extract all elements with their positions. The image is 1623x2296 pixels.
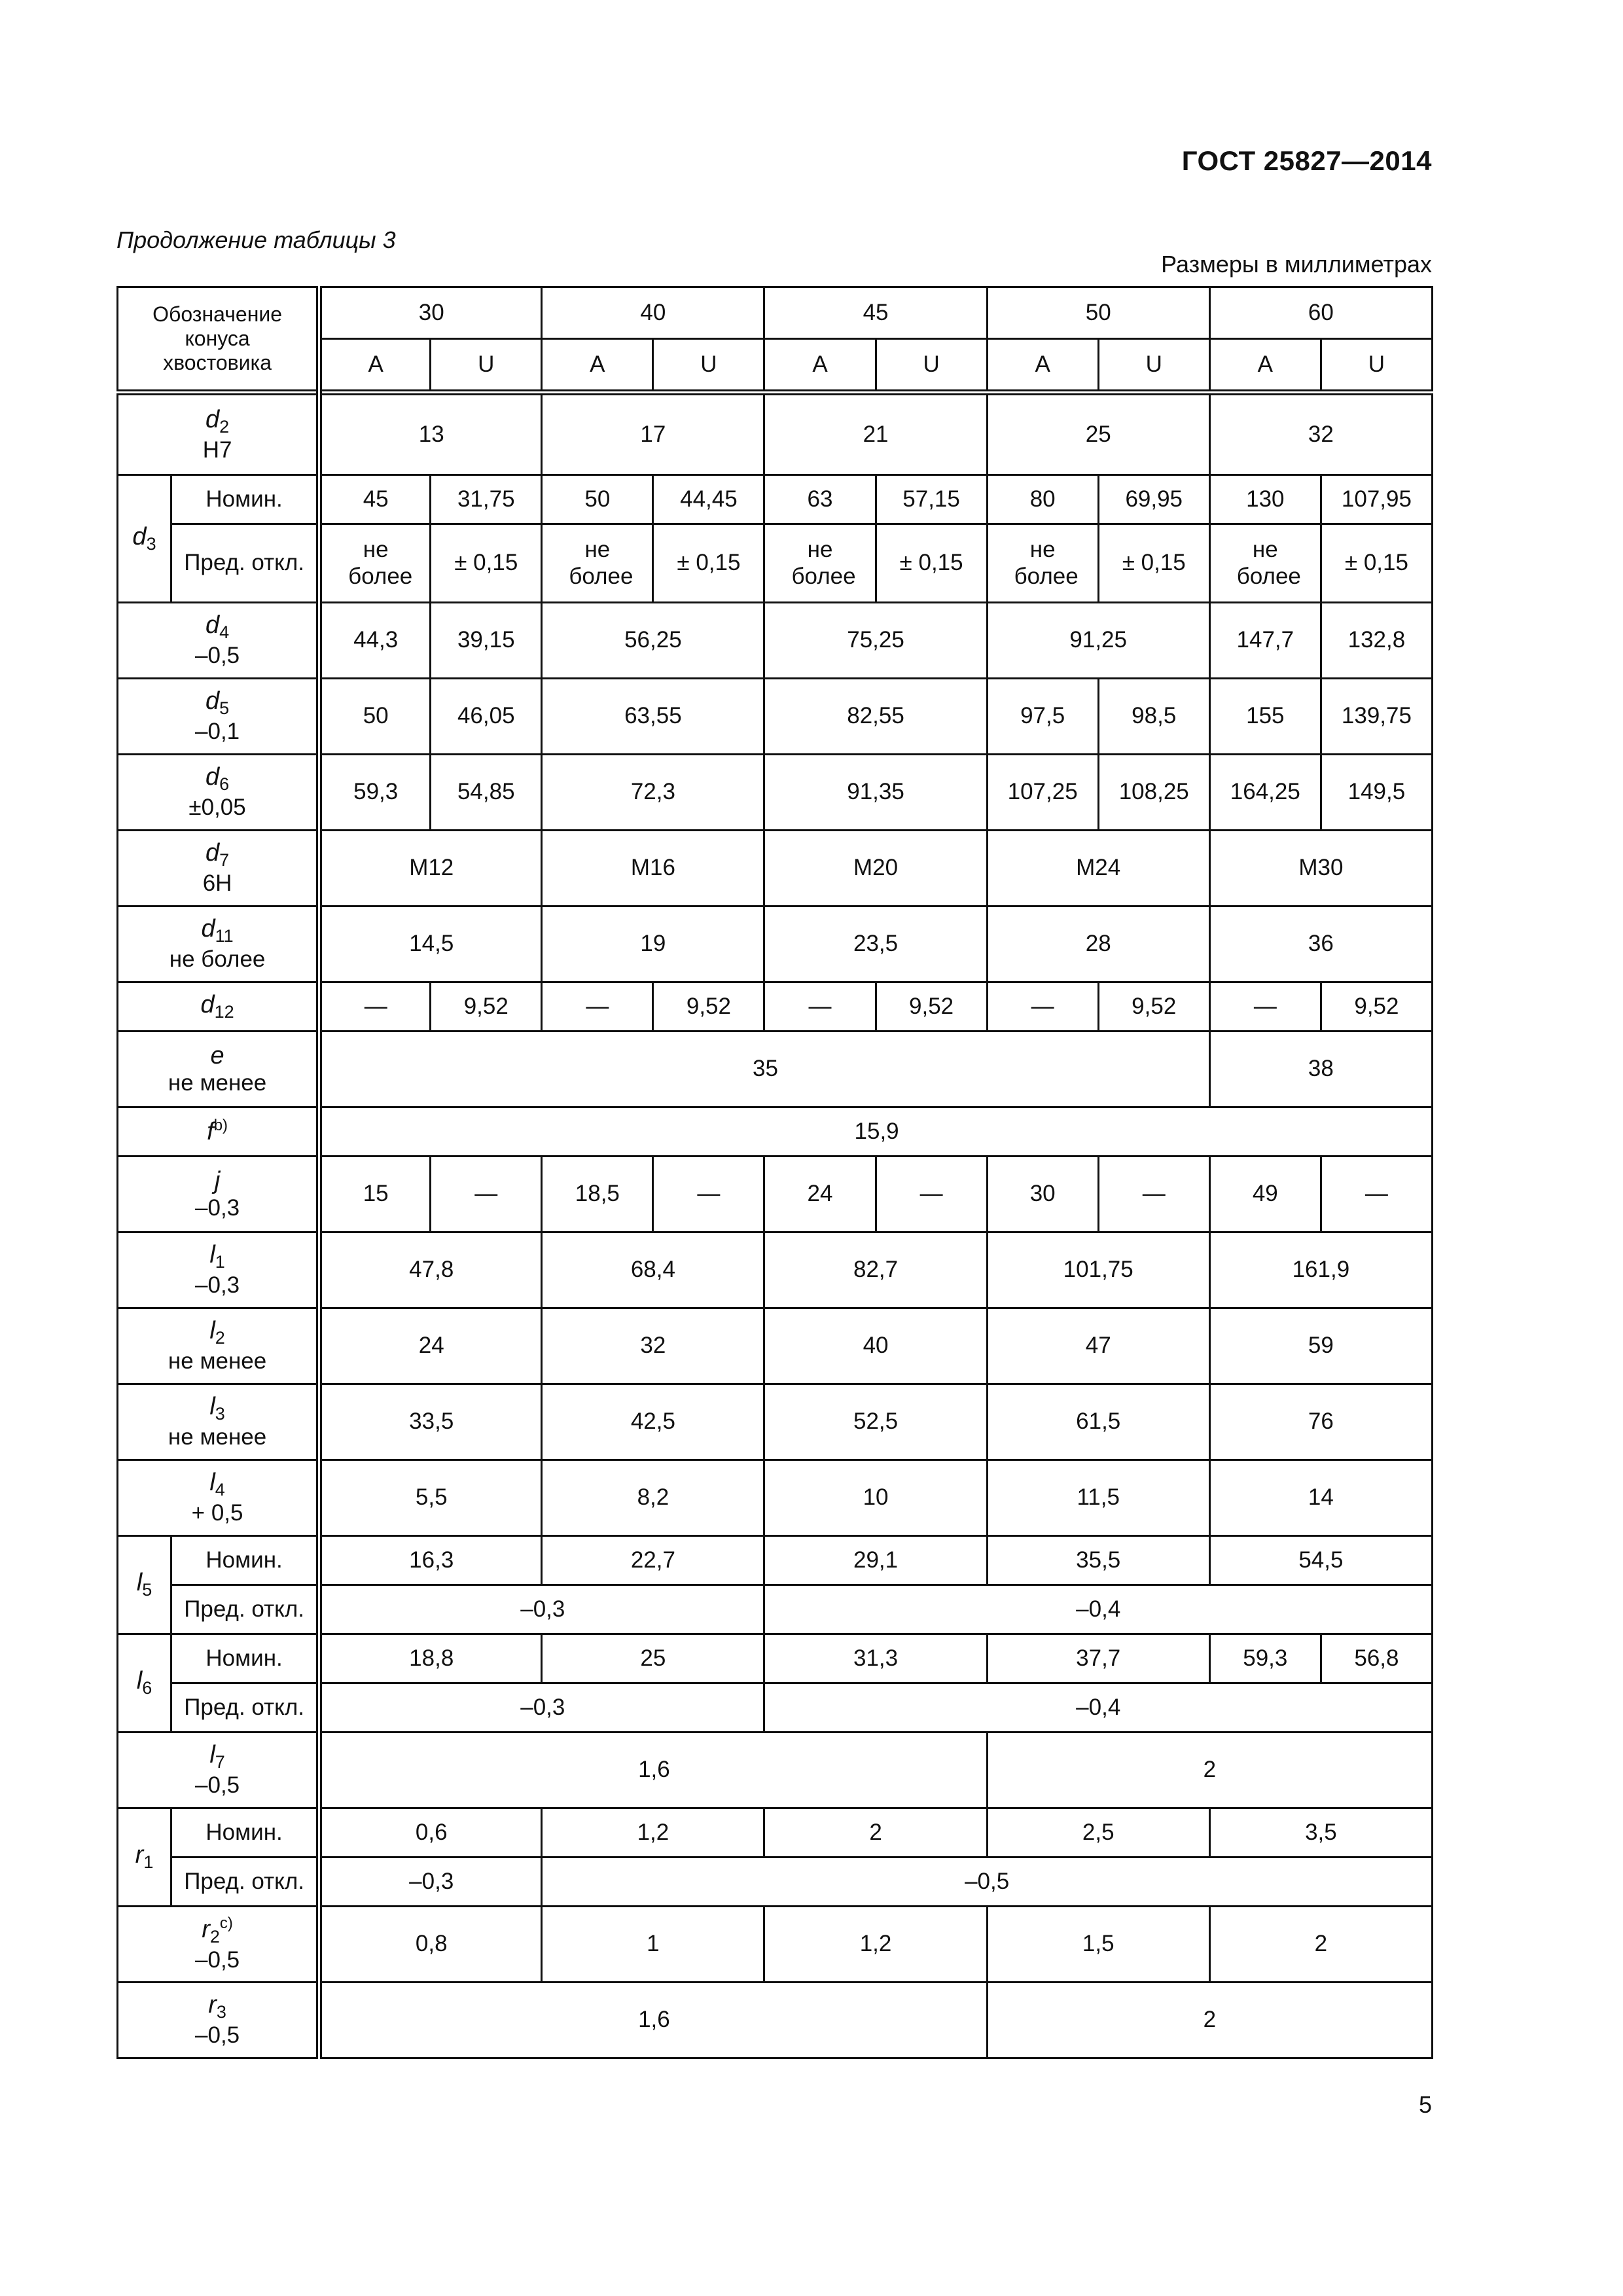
- table-cell: 59,3: [1209, 1634, 1321, 1683]
- table-cell: 9,52: [1098, 982, 1209, 1031]
- param-symbol: d: [205, 611, 220, 639]
- table-cell: –0,4: [764, 1585, 1433, 1634]
- param-label: [118, 1907, 319, 1982]
- table-row: [118, 475, 1433, 524]
- table-cell: 25: [987, 393, 1209, 475]
- param-tolerance: + 0,5: [191, 1500, 243, 1526]
- table-row: [118, 755, 1433, 831]
- param-label: [118, 603, 319, 679]
- table-row: [118, 1982, 1433, 2058]
- table-cell: 61,5: [987, 1384, 1209, 1460]
- table-cell: 108,25: [1098, 755, 1209, 831]
- table-cell: 59,3: [319, 755, 431, 831]
- table-cell: –0,3: [319, 1857, 542, 1907]
- param-subscript: 1: [215, 1252, 225, 1272]
- param-tolerance: не менее: [168, 1070, 267, 1096]
- size-header: 30: [319, 287, 542, 339]
- size-header: 60: [1209, 287, 1432, 339]
- table-cell: 2: [987, 1982, 1432, 2058]
- table-row: [118, 1683, 1433, 1732]
- table-cell: 36: [1209, 906, 1432, 982]
- table-cell: 39,15: [431, 603, 542, 679]
- table-row: [118, 1585, 1433, 1634]
- param-symbol: d: [205, 839, 220, 867]
- param-symbol: f: [207, 1118, 214, 1146]
- table-cell: 69,95: [1098, 475, 1209, 524]
- param-tolerance: ±0,05: [188, 795, 246, 821]
- form-header: U: [1098, 339, 1209, 393]
- table-cell: 32: [1209, 393, 1432, 475]
- table-cell: 40: [764, 1308, 987, 1384]
- table-cell: ± 0,15: [1098, 524, 1209, 603]
- param-symbol: d: [205, 405, 220, 433]
- table-cell: 32: [542, 1308, 764, 1384]
- param-symbol: l: [209, 1469, 215, 1497]
- table-cell: 46,05: [431, 679, 542, 755]
- table-cell: 11,5: [987, 1460, 1209, 1536]
- page-number: 5: [1418, 2091, 1432, 2118]
- param-symbol: r: [208, 1991, 217, 2019]
- param-symbol: d: [205, 763, 220, 791]
- table-cell: 149,5: [1321, 755, 1432, 831]
- table-cell: 1,2: [764, 1907, 987, 1982]
- table-cell: —: [1209, 982, 1321, 1031]
- table-cell: 130: [1209, 475, 1321, 524]
- table-cell: 56,8: [1321, 1634, 1432, 1683]
- table-cell: 2: [764, 1808, 987, 1857]
- param-subscript: 6: [142, 1678, 152, 1698]
- table-cell: 24: [764, 1157, 876, 1232]
- param-footnote: c): [219, 1914, 233, 1933]
- param-label: [118, 1232, 319, 1308]
- table-cell: 54,85: [431, 755, 542, 831]
- param-symbol: j: [214, 1166, 221, 1194]
- param-tolerance: не более: [169, 946, 266, 973]
- table-cell: 80: [987, 475, 1098, 524]
- table-cell: 9,52: [1321, 982, 1432, 1031]
- param-tolerance: не менее: [168, 1348, 267, 1374]
- table-cell: 8,2: [542, 1460, 764, 1536]
- form-header: U: [653, 339, 764, 393]
- param-subscript: 12: [214, 1001, 234, 1022]
- param-symbol: d: [200, 990, 215, 1018]
- table-cell: ± 0,15: [1321, 524, 1432, 603]
- table-cell: 98,5: [1098, 679, 1209, 755]
- table-cell: 13: [319, 393, 542, 475]
- size-header: 45: [764, 287, 987, 339]
- param-subscript: 2: [219, 416, 230, 437]
- table-cell: 2: [1209, 1907, 1432, 1982]
- table-cell: 63: [764, 475, 876, 524]
- nominal-label: Номин.: [171, 1634, 319, 1683]
- param-label: [118, 1536, 171, 1634]
- table-cell: 54,5: [1209, 1536, 1432, 1585]
- param-tolerance: –0,5: [195, 643, 240, 669]
- param-symbol: e: [210, 1041, 224, 1069]
- table-row: [118, 524, 1433, 603]
- param-subscript: 3: [216, 2002, 226, 2022]
- deviation-label: Пред. откл.: [171, 1857, 319, 1907]
- param-label: [118, 1808, 171, 1907]
- table-cell: 2,5: [987, 1808, 1209, 1857]
- param-subscript: 1: [143, 1852, 154, 1873]
- table-cell: ± 0,15: [876, 524, 987, 603]
- param-subscript: 5: [142, 1580, 152, 1600]
- table-row: [118, 393, 1433, 475]
- param-label: [118, 906, 319, 982]
- table-cell: –0,4: [764, 1683, 1433, 1732]
- table-row: [118, 1308, 1433, 1384]
- table-cell: 72,3: [542, 755, 764, 831]
- table-cell: 147,7: [1209, 603, 1321, 679]
- table-cell: 23,5: [764, 906, 987, 982]
- param-symbol: d: [205, 687, 220, 715]
- table-cell: —: [1098, 1157, 1209, 1232]
- table-cell: 3,5: [1209, 1808, 1432, 1857]
- table-row: [118, 1107, 1433, 1157]
- param-symbol: r: [202, 1916, 210, 1944]
- table-cell: 59: [1209, 1308, 1432, 1384]
- param-subscript: 4: [215, 1480, 225, 1500]
- table-cell: 24: [319, 1308, 542, 1384]
- table-row: [118, 679, 1433, 755]
- table-cell: 1,6: [319, 1982, 987, 2058]
- table-cell: —: [764, 982, 876, 1031]
- table-cell: 2: [987, 1732, 1432, 1808]
- table-cell: не более: [1209, 524, 1321, 603]
- units-note: Размеры в миллиметрах: [1161, 251, 1432, 278]
- table-row: [118, 1808, 1433, 1857]
- table-row: [118, 982, 1433, 1031]
- table-cell: 91,25: [987, 603, 1209, 679]
- param-subscript: 2: [215, 1328, 225, 1348]
- table-cell: —: [319, 982, 431, 1031]
- deviation-label: Пред. откл.: [171, 1683, 319, 1732]
- param-tolerance: не менее: [168, 1424, 267, 1450]
- table-cell: 35: [319, 1031, 1210, 1107]
- table-cell: –0,3: [319, 1683, 764, 1732]
- param-label: [118, 393, 319, 475]
- table-cell: 1,2: [542, 1808, 764, 1857]
- table-cell: не более: [764, 524, 876, 603]
- table-cell: 16,3: [319, 1536, 542, 1585]
- table-cell: 63,55: [542, 679, 764, 755]
- param-symbol: l: [209, 1741, 215, 1769]
- table-cell: 31,75: [431, 475, 542, 524]
- table-cell: не более: [319, 524, 431, 603]
- param-label: [118, 1982, 319, 2058]
- table-cell: 18,8: [319, 1634, 542, 1683]
- param-symbol: l: [136, 1569, 143, 1597]
- table-cell: 132,8: [1321, 603, 1432, 679]
- table-row: [118, 1907, 1433, 1982]
- table-cell: M20: [764, 831, 987, 906]
- table-cell: 37,7: [987, 1634, 1209, 1683]
- table-cell: 33,5: [319, 1384, 542, 1460]
- nominal-label: Номин.: [171, 1808, 319, 1857]
- table-cell: 9,52: [431, 982, 542, 1031]
- param-label: [118, 1460, 319, 1536]
- param-tolerance: –0,5: [195, 1947, 240, 1973]
- table-cell: не более: [542, 524, 653, 603]
- form-header: A: [764, 339, 876, 393]
- param-symbol: l: [209, 1317, 215, 1345]
- table-row: [118, 603, 1433, 679]
- dimensions-table: [116, 286, 1433, 2059]
- table-row: [118, 1031, 1433, 1107]
- param-subscript: 2: [209, 1927, 220, 1947]
- table-cell: 35,5: [987, 1536, 1209, 1585]
- table-row: [118, 1536, 1433, 1585]
- table-cell: 1: [542, 1907, 764, 1982]
- table-cell: 101,75: [987, 1232, 1209, 1308]
- table-cell: 9,52: [653, 982, 764, 1031]
- table-cell: 28: [987, 906, 1209, 982]
- table-row: [118, 1732, 1433, 1808]
- table-cell: 10: [764, 1460, 987, 1536]
- form-header: U: [876, 339, 987, 393]
- table-cell: –0,5: [542, 1857, 1433, 1907]
- param-tolerance: –0,5: [195, 1772, 240, 1799]
- param-label: [118, 1634, 171, 1732]
- table-cell: 139,75: [1321, 679, 1432, 755]
- table-cell: 91,35: [764, 755, 987, 831]
- table-cell: 15: [319, 1157, 431, 1232]
- table-cell: 56,25: [542, 603, 764, 679]
- table-caption: Продолжение таблицы 3: [116, 226, 396, 253]
- deviation-label: Пред. откл.: [171, 1585, 319, 1634]
- table-cell: –0,3: [319, 1585, 764, 1634]
- param-symbol: r: [135, 1841, 144, 1869]
- param-subscript: 11: [215, 926, 234, 946]
- param-tolerance: –0,3: [195, 1272, 240, 1299]
- table-cell: —: [542, 982, 653, 1031]
- param-tolerance: –0,5: [195, 2022, 240, 2049]
- table-cell: 25: [542, 1634, 764, 1683]
- form-header: A: [1209, 339, 1321, 393]
- table-cell: —: [653, 1157, 764, 1232]
- table-cell: 21: [764, 393, 987, 475]
- table-cell: 14: [1209, 1460, 1432, 1536]
- form-header: A: [319, 339, 431, 393]
- size-header: 50: [987, 287, 1209, 339]
- param-subscript: 4: [219, 622, 230, 643]
- table-cell: 50: [319, 679, 431, 755]
- header-label: Обозначение конуса хвостовика: [118, 287, 319, 393]
- table-row: [118, 1384, 1433, 1460]
- param-symbol: l: [136, 1667, 143, 1695]
- param-subscript: 7: [219, 850, 230, 870]
- table-cell: 1,5: [987, 1907, 1209, 1982]
- size-header: 40: [542, 287, 764, 339]
- param-tolerance: –0,3: [195, 1195, 240, 1221]
- form-header: A: [542, 339, 653, 393]
- form-header: U: [1321, 339, 1432, 393]
- param-symbol: l: [209, 1393, 215, 1421]
- table-cell: 19: [542, 906, 764, 982]
- table-cell: 45: [319, 475, 431, 524]
- table-cell: 17: [542, 393, 764, 475]
- table-cell: 164,25: [1209, 755, 1321, 831]
- table-cell: 76: [1209, 1384, 1432, 1460]
- param-tolerance: H7: [202, 437, 232, 463]
- table-cell: —: [876, 1157, 987, 1232]
- table-cell: 155: [1209, 679, 1321, 755]
- param-tolerance: –0,1: [195, 719, 240, 745]
- param-label: [118, 1157, 319, 1232]
- table-cell: 31,3: [764, 1634, 987, 1683]
- param-label: [118, 1107, 319, 1157]
- table-cell: 14,5: [319, 906, 542, 982]
- param-subscript: 3: [215, 1404, 225, 1424]
- param-symbol: d: [201, 915, 215, 943]
- param-tolerance: 6H: [202, 870, 232, 897]
- form-header: A: [987, 339, 1098, 393]
- table-cell: 18,5: [542, 1157, 653, 1232]
- table-cell: 161,9: [1209, 1232, 1432, 1308]
- table-cell: 29,1: [764, 1536, 987, 1585]
- table-cell: —: [431, 1157, 542, 1232]
- nominal-label: Номин.: [171, 1536, 319, 1585]
- table-row: [118, 831, 1433, 906]
- table-row: [118, 906, 1433, 982]
- table-cell: 30: [987, 1157, 1098, 1232]
- table-cell: 57,15: [876, 475, 987, 524]
- table-cell: M24: [987, 831, 1209, 906]
- table-cell: ± 0,15: [653, 524, 764, 603]
- table-cell: M30: [1209, 831, 1432, 906]
- table-cell: 97,5: [987, 679, 1098, 755]
- param-label: [118, 755, 319, 831]
- param-label: [118, 1384, 319, 1460]
- table-cell: 22,7: [542, 1536, 764, 1585]
- param-subscript: 5: [219, 698, 230, 719]
- table-cell: —: [987, 982, 1098, 1031]
- param-label: [118, 475, 171, 603]
- param-symbol: l: [209, 1241, 215, 1269]
- param-label: [118, 1031, 319, 1107]
- param-subscript: 6: [219, 774, 230, 795]
- param-label: [118, 1732, 319, 1808]
- table-cell: 47: [987, 1308, 1209, 1384]
- document-standard-number: ГОСТ 25827—2014: [1181, 145, 1432, 176]
- table-cell: 1,6: [319, 1732, 987, 1808]
- param-label: [118, 1308, 319, 1384]
- table-cell: 38: [1209, 1031, 1432, 1107]
- table-cell: 42,5: [542, 1384, 764, 1460]
- table-cell: M12: [319, 831, 542, 906]
- table-cell: 0,8: [319, 1907, 542, 1982]
- param-label: [118, 982, 319, 1031]
- table-cell: 82,55: [764, 679, 987, 755]
- table-row: [118, 1460, 1433, 1536]
- table-row: [118, 1157, 1433, 1232]
- table-cell: 44,45: [653, 475, 764, 524]
- table-cell: 52,5: [764, 1384, 987, 1460]
- param-symbol: d: [132, 522, 147, 550]
- table-cell: 82,7: [764, 1232, 987, 1308]
- param-label: [118, 679, 319, 755]
- param-label: [118, 831, 319, 906]
- table-cell: 75,25: [764, 603, 987, 679]
- table-cell: 5,5: [319, 1460, 542, 1536]
- table-cell: M16: [542, 831, 764, 906]
- table-cell: не более: [987, 524, 1098, 603]
- table-cell: 44,3: [319, 603, 431, 679]
- form-header: U: [431, 339, 542, 393]
- table-cell: 0,6: [319, 1808, 542, 1857]
- param-subscript: 7: [215, 1752, 225, 1772]
- deviation-label: Пред. откл.: [171, 524, 319, 603]
- table-cell: 50: [542, 475, 653, 524]
- table-cell: 15,9: [319, 1107, 1433, 1157]
- table-cell: ± 0,15: [431, 524, 542, 603]
- table-cell: 107,25: [987, 755, 1098, 831]
- table-cell: 49: [1209, 1157, 1321, 1232]
- param-footnote: b): [213, 1117, 228, 1135]
- param-subscript: 3: [146, 533, 156, 554]
- table-row: [118, 1232, 1433, 1308]
- table-row: [118, 1857, 1433, 1907]
- nominal-label: Номин.: [171, 475, 319, 524]
- table-cell: 47,8: [319, 1232, 542, 1308]
- table-cell: 9,52: [876, 982, 987, 1031]
- table-cell: —: [1321, 1157, 1432, 1232]
- table-cell: 68,4: [542, 1232, 764, 1308]
- table-cell: 107,95: [1321, 475, 1432, 524]
- table-row: [118, 1634, 1433, 1683]
